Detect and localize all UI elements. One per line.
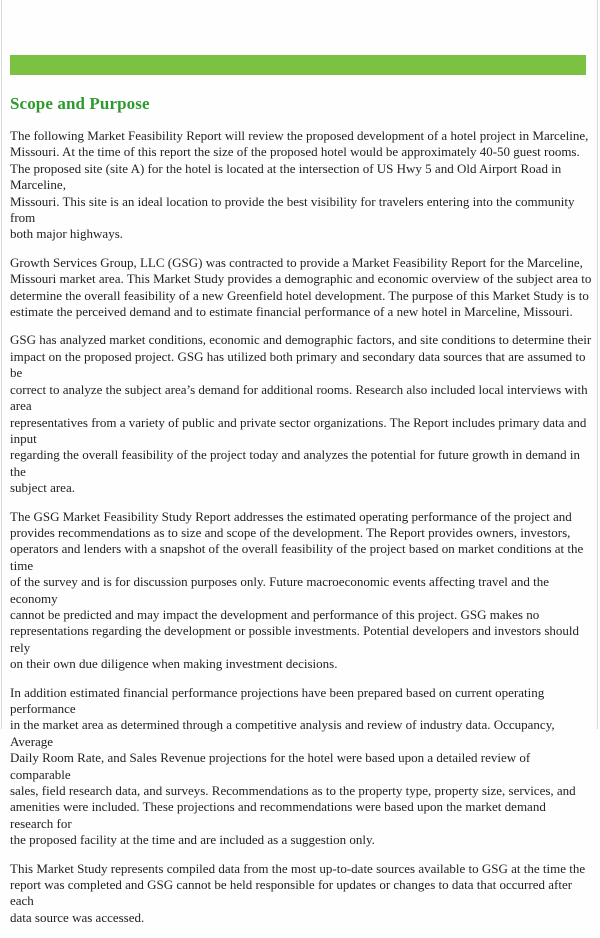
paragraph-gsg-contract: Growth Services Group, LLC (GSG) was contracted to provide a Market Feasibility Report for the Marceline, Missouri market area. This Market Study provides a demographic and economic overview of the subject area to determine the overall feasibility of a new Greenfield hotel development. The purpose of this Market Study is to estimate the perceived demand and to estimate financial performance of a new hotel in Marceline, Missouri. bbox=[10, 254, 592, 320]
paragraph-report-scope: The GSG Market Feasibility Study Report addresses the estimated operating performance of the project and provides recommendations as to size and scope of the development. The Report provides owners, investors, operators and lenders with a snapshot of the overall feasibility of the project based on market conditions at the time of the survey and is for discussion purposes only. Future macroeconomic events affecting travel and the economy cannot be predicted and may impact the development and performance of this project. GSG makes no representations regarding the development or possible investments. Potential developers and investors should rely on their own due diligence when making investment decisions. bbox=[10, 508, 584, 672]
document-body bbox=[10, 128, 592, 938]
paragraph-intro: The following Market Feasibility Report will review the proposed development of a hotel project in Marceline, Missouri. At the time of this report the size of the proposed hotel would be approximately 40-50 guest rooms. The proposed site (site A) for the hotel is located at the intersection of US Hwy 5 and Old Airport Road in Marceline, Missouri. This site is an ideal location to provide the best visibility for travelers entering into the community from both major highways. bbox=[10, 128, 589, 242]
header-banner bbox=[10, 55, 586, 75]
paragraph-projections: In addition estimated financial performance projections have been prepared based on current operating performance in the market area as determined through a competitive analysis and review of industry data. Occupancy, Average Daily Room Rate, and Sales Revenue projections for the hotel were based upon a detailed review of comparable sales, field research data, and surveys. Recommendations as to the property type, property size, services, and amenities were included. These projections and recommendations were based upon the market demand research for the proposed facility at the time and are included as a suggestion only. bbox=[10, 684, 576, 848]
paragraph-disclaimer: This Market Study represents compiled data from the most up-to-date sources available to GSG at the time the report was completed and GSG cannot be held responsible for updates or changes to data that occurred after each data source was accessed. bbox=[10, 860, 586, 925]
paragraph-analysis: GSG has analyzed market conditions, economic and demographic factors, and site conditions to determine their impact on the proposed project. GSG has utilized both primary and secondary data sources that are assumed to be correct to analyze the subject area’s demand for additional rooms. Research also included local interviews with area representatives from a variety of public and private sector organizations. The Report includes primary data and input regarding the overall feasibility of the project today and analyzes the potential for future growth in demand in the subject area. bbox=[10, 332, 592, 496]
section-heading: Scope and Purpose bbox=[10, 94, 150, 113]
